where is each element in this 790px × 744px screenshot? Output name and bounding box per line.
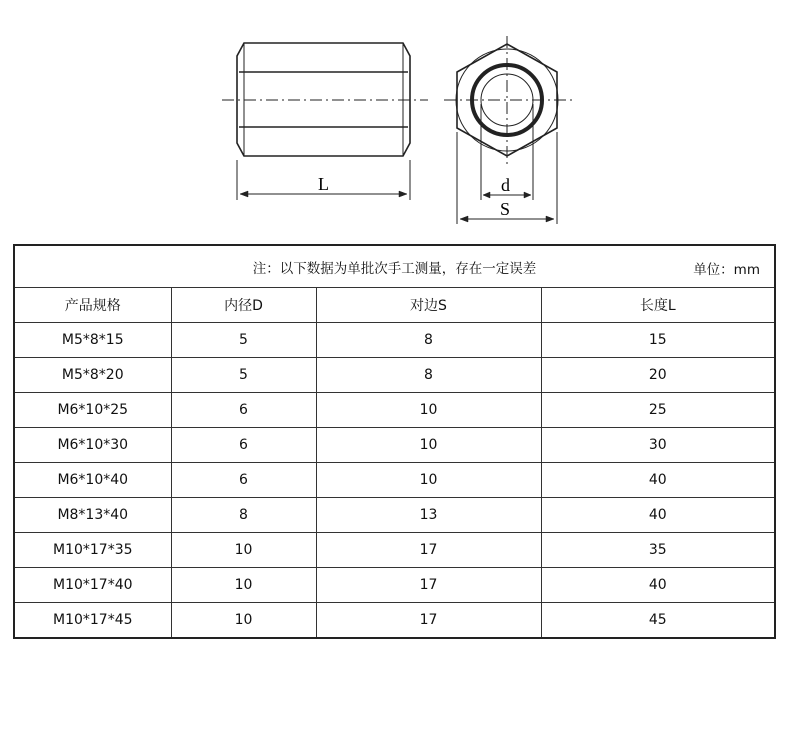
length-label: L: [318, 174, 329, 194]
table-cell: 17: [316, 533, 541, 568]
table-cell: 6: [171, 428, 316, 463]
table-cell: 8: [316, 323, 541, 358]
front-view: [444, 36, 572, 224]
table-cell: 5: [171, 358, 316, 393]
table-row: [14, 358, 775, 393]
header-cell: 长度L: [541, 288, 775, 323]
table-cell: 10: [171, 533, 316, 568]
table-cell: M5*8*20: [14, 358, 171, 393]
unit-label: 单位：mm: [693, 262, 760, 278]
table-cell: 5: [171, 323, 316, 358]
table-cell: 8: [316, 358, 541, 393]
measurement-note: 注：以下数据为单批次手工测量，存在一定误差: [252, 260, 537, 277]
note-cell: [14, 245, 775, 288]
table-cell: 10: [316, 428, 541, 463]
table-cell: 20: [541, 358, 775, 393]
table-row: [14, 428, 775, 463]
table-cell: 10: [316, 393, 541, 428]
table-cell: 30: [541, 428, 775, 463]
header-cell: 产品规格: [14, 288, 171, 323]
table-cell: M5*8*15: [14, 323, 171, 358]
header-row: [14, 288, 775, 323]
table-cell: M10*17*45: [14, 603, 171, 639]
table-cell: 40: [541, 568, 775, 603]
table-cell: 10: [171, 568, 316, 603]
table-cell: 6: [171, 463, 316, 498]
table-cell: 13: [316, 498, 541, 533]
table-row: [14, 393, 775, 428]
table-cell: 15: [541, 323, 775, 358]
table-cell: 40: [541, 463, 775, 498]
technical-drawing: [0, 0, 790, 240]
header-cell: 对边S: [316, 288, 541, 323]
table-cell: M10*17*35: [14, 533, 171, 568]
table-cell: M8*13*40: [14, 498, 171, 533]
table-cell: M6*10*25: [14, 393, 171, 428]
table-cell: 25: [541, 393, 775, 428]
table-row: [14, 498, 775, 533]
table-row: [14, 323, 775, 358]
table-cell: 45: [541, 603, 775, 639]
table-row: [14, 568, 775, 603]
table-cell: 40: [541, 498, 775, 533]
table-cell: 6: [171, 393, 316, 428]
table-cell: 17: [316, 568, 541, 603]
across-flats-label: S: [500, 199, 511, 219]
table-cell: 8: [171, 498, 316, 533]
table-cell: M6*10*30: [14, 428, 171, 463]
inner-diameter-label: d: [501, 175, 510, 195]
header-cell: 内径D: [171, 288, 316, 323]
note-row: [14, 245, 775, 288]
table-cell: 17: [316, 603, 541, 639]
table-row: [14, 463, 775, 498]
spec-table: [13, 244, 776, 639]
table-row: [14, 533, 775, 568]
table-cell: 35: [541, 533, 775, 568]
table-cell: 10: [316, 463, 541, 498]
table-cell: M6*10*40: [14, 463, 171, 498]
table-cell: 10: [171, 603, 316, 639]
table-cell: M10*17*40: [14, 568, 171, 603]
table-row: [14, 603, 775, 639]
